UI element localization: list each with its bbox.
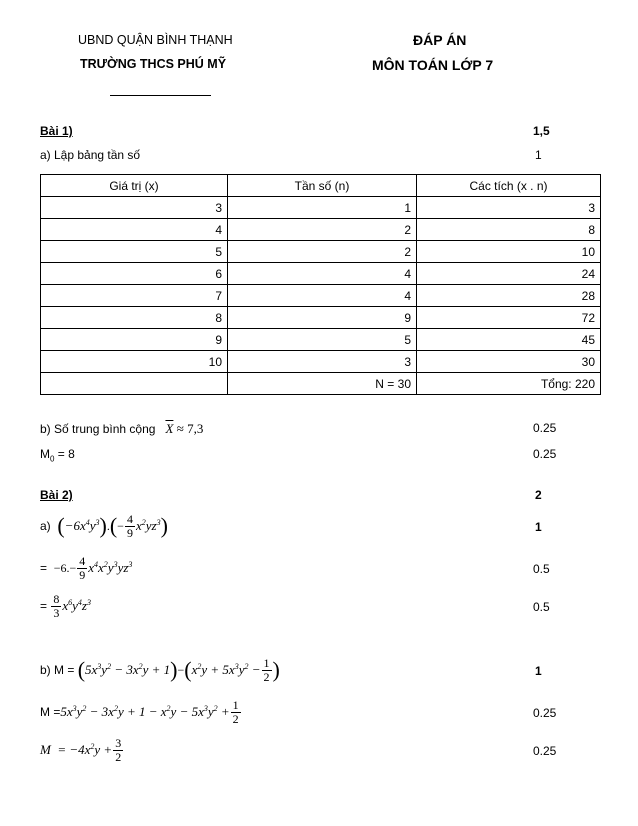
bai2-a-step1: = −6.− $\frac{4}{9}$ $x^4x^2y^3yz^3$ [40, 553, 133, 582]
table-row [41, 329, 601, 351]
table-cell: 9 [41, 329, 228, 351]
table-header-cell: Giá trị (x) [41, 175, 228, 197]
bai2-a-label: a) [40, 519, 51, 533]
bai2-b-label: b) M = [40, 663, 75, 677]
table-row [41, 285, 601, 307]
header-underline [110, 95, 211, 96]
table-cell: 28 [417, 285, 601, 307]
table-row [41, 241, 601, 263]
bai2-a-step2-score: 0.5 [533, 600, 550, 614]
table-cell: 6 [41, 263, 228, 285]
table-header-cell: Tần số (n) [228, 175, 417, 197]
table-cell: 30 [417, 351, 601, 373]
table-footer-row [41, 373, 601, 395]
table-cell: 5 [41, 241, 228, 263]
bai2-title: Bài 2) [40, 488, 73, 502]
subject-title: MÔN TOÁN LỚP 7 [372, 57, 494, 73]
table-total-n: N = 30 [228, 373, 417, 395]
table-cell: 8 [417, 219, 601, 241]
table-total-sum: Tổng: 220 [417, 373, 601, 395]
bai2-b-step1: M = $5x^3y^2 - 3x^2y + 1 - x^2y - 5x^3y^2$ + $\frac{1}{2}$ [40, 697, 239, 726]
bai2-b-expression: b) M = ( $5x^3y^2 - 3x^2y + 1$ ) − ( $x^2y + 5x^3y^2$ − $\frac{1}{2}$ ) [40, 655, 280, 684]
answer-key-title: ĐÁP ÁN [413, 32, 467, 48]
table-cell: 10 [41, 351, 228, 373]
bai2-b-step1-score: 0.25 [533, 706, 557, 720]
table-cell: 7 [41, 285, 228, 307]
table-cell: 8 [41, 307, 228, 329]
table-row [41, 351, 601, 373]
table-cell: 4 [228, 263, 417, 285]
bai1-part-a-label: a) Lập bảng tần số [40, 148, 141, 162]
bai2-a-step1-score: 0.5 [533, 562, 550, 576]
bai2-score: 2 [535, 488, 542, 502]
bai1-title: Bài 1) [40, 124, 73, 138]
bai1-mode-score: 0.25 [533, 447, 557, 461]
table-header-row [41, 175, 601, 197]
table-cell: 3 [228, 351, 417, 373]
mode-subscript: 0 [50, 454, 55, 464]
table-cell: 72 [417, 307, 601, 329]
table-cell: 10 [417, 241, 601, 263]
bai2-a-expression: a) ( $-6x^4y^3$ ) . ( − $\frac{4}{9}$ $x^2yz^3$ ) [40, 511, 168, 540]
bai1-part-b-score: 0.25 [533, 421, 557, 435]
table-cell: 2 [228, 241, 417, 263]
table-cell: 9 [228, 307, 417, 329]
bai2-b-step1-label: M = [40, 705, 61, 719]
bai1-score: 1,5 [533, 124, 550, 138]
table-cell: 4 [41, 219, 228, 241]
mode-label: M [40, 447, 50, 461]
table-cell: 1 [228, 197, 417, 219]
table-row [41, 307, 601, 329]
table-header-cell: Các tích (x . n) [417, 175, 601, 197]
bai2-b-score: 1 [535, 664, 542, 678]
bai2-b-step2-score: 0.25 [533, 744, 557, 758]
mode-value: = 8 [54, 447, 75, 461]
bai2-b-step2: $M = -4x^2y$ + $\frac{3}{2}$ [40, 735, 122, 764]
school-district: UBND QUẬN BÌNH THẠNH [78, 33, 233, 47]
table-cell-empty [41, 373, 228, 395]
table-cell: 4 [228, 285, 417, 307]
table-row [41, 219, 601, 241]
bai2-a-step2: = $\frac{8}{3}$ $x^6y^4z^3$ [40, 591, 91, 620]
school-name: TRƯỜNG THCS PHÚ MỸ [80, 57, 227, 71]
frequency-table [40, 174, 601, 395]
table-cell: 3 [417, 197, 601, 219]
bai1-part-b-label: b) Số trung bình cộng [40, 422, 156, 436]
bai1-part-b [40, 421, 203, 437]
mean-value: ≈ 7,3 [176, 421, 204, 436]
bai1-part-a-score: 1 [535, 148, 542, 162]
table-row [41, 263, 601, 285]
table-cell: 3 [41, 197, 228, 219]
mean-symbol: $\overline{X}$ [165, 421, 174, 436]
bai1-mode [40, 447, 75, 464]
bai2-a-score: 1 [535, 520, 542, 534]
table-cell: 45 [417, 329, 601, 351]
table-row [41, 197, 601, 219]
table-cell: 5 [228, 329, 417, 351]
table-cell: 24 [417, 263, 601, 285]
table-cell: 2 [228, 219, 417, 241]
